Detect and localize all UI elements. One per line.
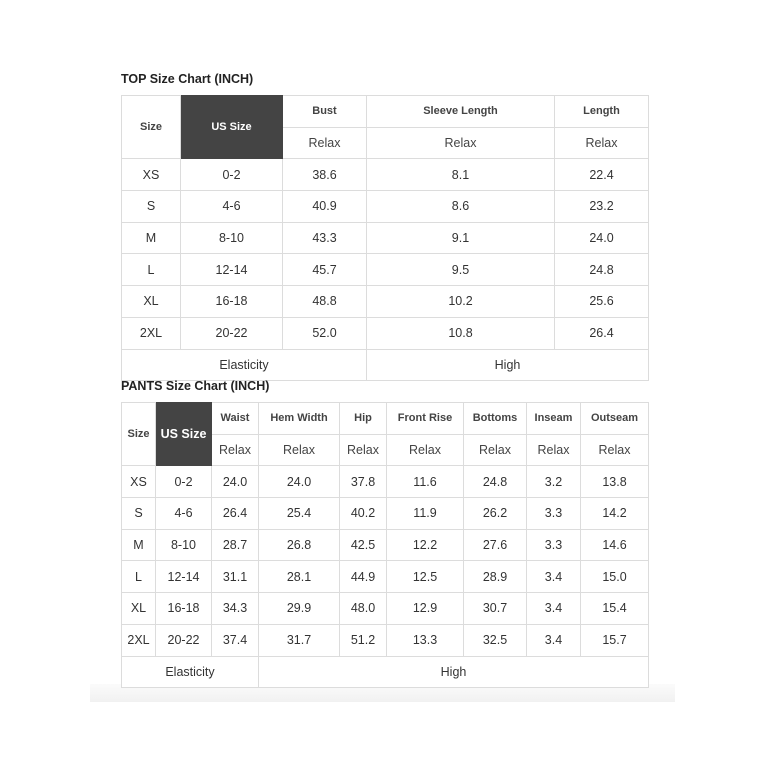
bottoms-cell: 27.6 [464, 529, 527, 561]
hem-width-header: Hem Width [259, 403, 340, 435]
inseam-cell: 3.3 [527, 498, 581, 530]
sleeve-length-cell: 10.8 [367, 317, 555, 349]
fit-label: Relax [212, 434, 259, 466]
bottoms-cell: 28.9 [464, 561, 527, 593]
top-size-table [121, 95, 649, 381]
elasticity-label: Elasticity [122, 656, 259, 688]
size-cell: XL [122, 593, 156, 625]
hem-width-cell: 25.4 [259, 498, 340, 530]
size-cell: L [122, 254, 181, 286]
hem-width-cell: 28.1 [259, 561, 340, 593]
length-cell: 23.2 [555, 191, 649, 223]
hip-cell: 48.0 [340, 593, 387, 625]
us-size-cell: 4-6 [156, 498, 212, 530]
bust-cell: 45.7 [283, 254, 367, 286]
bust-header: Bust [283, 96, 367, 128]
bottoms-cell: 26.2 [464, 498, 527, 530]
inseam-cell: 3.4 [527, 624, 581, 656]
length-cell: 22.4 [555, 159, 649, 191]
hip-header: Hip [340, 403, 387, 435]
bottoms-cell: 24.8 [464, 466, 527, 498]
outseam-cell: 15.7 [581, 624, 649, 656]
waist-cell: 24.0 [212, 466, 259, 498]
hip-cell: 42.5 [340, 529, 387, 561]
waist-cell: 28.7 [212, 529, 259, 561]
fit-label: Relax [367, 127, 555, 159]
fit-label: Relax [387, 434, 464, 466]
elasticity-row [122, 349, 649, 381]
waist-cell: 34.3 [212, 593, 259, 625]
elasticity-label: Elasticity [122, 349, 367, 381]
size-cell: 2XL [122, 317, 181, 349]
us-size-cell: 0-2 [156, 466, 212, 498]
hem-width-cell: 31.7 [259, 624, 340, 656]
size-cell: 2XL [122, 624, 156, 656]
us-size-cell: 8-10 [181, 222, 283, 254]
sleeve-length-cell: 9.5 [367, 254, 555, 286]
bust-cell: 52.0 [283, 317, 367, 349]
fit-label: Relax [283, 127, 367, 159]
bottoms-header: Bottoms [464, 403, 527, 435]
front-rise-cell: 11.9 [387, 498, 464, 530]
size-cell: S [122, 498, 156, 530]
pants-size-table [121, 402, 649, 688]
hip-cell: 40.2 [340, 498, 387, 530]
outseam-cell: 14.2 [581, 498, 649, 530]
hem-width-cell: 24.0 [259, 466, 340, 498]
bust-cell: 38.6 [283, 159, 367, 191]
size-header: Size [122, 96, 181, 159]
us-size-header: US Size [181, 96, 283, 159]
inseam-cell: 3.2 [527, 466, 581, 498]
sleeve-length-cell: 9.1 [367, 222, 555, 254]
inseam-cell: 3.4 [527, 593, 581, 625]
us-size-cell: 4-6 [181, 191, 283, 223]
bust-cell: 40.9 [283, 191, 367, 223]
table-header-row [122, 403, 649, 435]
pants-size-chart-title: PANTS Size Chart (INCH) [121, 379, 270, 393]
table-header-row [122, 96, 649, 128]
us-size-cell: 12-14 [156, 561, 212, 593]
front-rise-cell: 12.5 [387, 561, 464, 593]
front-rise-cell: 13.3 [387, 624, 464, 656]
bottoms-cell: 32.5 [464, 624, 527, 656]
us-size-cell: 20-22 [156, 624, 212, 656]
table-row [122, 286, 649, 318]
table-row [122, 561, 649, 593]
sleeve-length-cell: 10.2 [367, 286, 555, 318]
front-rise-cell: 11.6 [387, 466, 464, 498]
elasticity-value: High [367, 349, 649, 381]
length-header: Length [555, 96, 649, 128]
fit-label: Relax [464, 434, 527, 466]
us-size-cell: 8-10 [156, 529, 212, 561]
outseam-cell: 13.8 [581, 466, 649, 498]
bust-cell: 48.8 [283, 286, 367, 318]
us-size-cell: 20-22 [181, 317, 283, 349]
table-row [122, 529, 649, 561]
us-size-cell: 12-14 [181, 254, 283, 286]
size-cell: M [122, 529, 156, 561]
waist-cell: 31.1 [212, 561, 259, 593]
table-row [122, 317, 649, 349]
front-rise-cell: 12.9 [387, 593, 464, 625]
inseam-header: Inseam [527, 403, 581, 435]
sleeve-length-header: Sleeve Length [367, 96, 555, 128]
elasticity-row [122, 656, 649, 688]
hip-cell: 37.8 [340, 466, 387, 498]
size-cell: XS [122, 466, 156, 498]
bust-cell: 43.3 [283, 222, 367, 254]
length-cell: 25.6 [555, 286, 649, 318]
inseam-cell: 3.4 [527, 561, 581, 593]
hem-width-cell: 26.8 [259, 529, 340, 561]
front-rise-header: Front Rise [387, 403, 464, 435]
size-header: Size [122, 403, 156, 466]
size-cell: L [122, 561, 156, 593]
size-cell: S [122, 191, 181, 223]
outseam-header: Outseam [581, 403, 649, 435]
inseam-cell: 3.3 [527, 529, 581, 561]
hip-cell: 44.9 [340, 561, 387, 593]
elasticity-value: High [259, 656, 649, 688]
front-rise-cell: 12.2 [387, 529, 464, 561]
fit-label: Relax [581, 434, 649, 466]
outseam-cell: 14.6 [581, 529, 649, 561]
waist-cell: 26.4 [212, 498, 259, 530]
table-row [122, 159, 649, 191]
table-row [122, 593, 649, 625]
size-cell: XS [122, 159, 181, 191]
fit-label: Relax [340, 434, 387, 466]
table-row [122, 498, 649, 530]
table-row [122, 222, 649, 254]
waist-cell: 37.4 [212, 624, 259, 656]
fit-label: Relax [527, 434, 581, 466]
hem-width-cell: 29.9 [259, 593, 340, 625]
fit-label: Relax [555, 127, 649, 159]
table-row [122, 254, 649, 286]
us-size-header: US Size [156, 403, 212, 466]
table-row [122, 466, 649, 498]
fit-label: Relax [259, 434, 340, 466]
us-size-cell: 0-2 [181, 159, 283, 191]
hip-cell: 51.2 [340, 624, 387, 656]
outseam-cell: 15.0 [581, 561, 649, 593]
sleeve-length-cell: 8.6 [367, 191, 555, 223]
length-cell: 26.4 [555, 317, 649, 349]
waist-header: Waist [212, 403, 259, 435]
us-size-cell: 16-18 [156, 593, 212, 625]
bottoms-cell: 30.7 [464, 593, 527, 625]
size-cell: XL [122, 286, 181, 318]
table-row [122, 624, 649, 656]
outseam-cell: 15.4 [581, 593, 649, 625]
sleeve-length-cell: 8.1 [367, 159, 555, 191]
length-cell: 24.8 [555, 254, 649, 286]
table-row [122, 191, 649, 223]
size-cell: M [122, 222, 181, 254]
top-size-chart-title: TOP Size Chart (INCH) [121, 72, 254, 86]
length-cell: 24.0 [555, 222, 649, 254]
us-size-cell: 16-18 [181, 286, 283, 318]
